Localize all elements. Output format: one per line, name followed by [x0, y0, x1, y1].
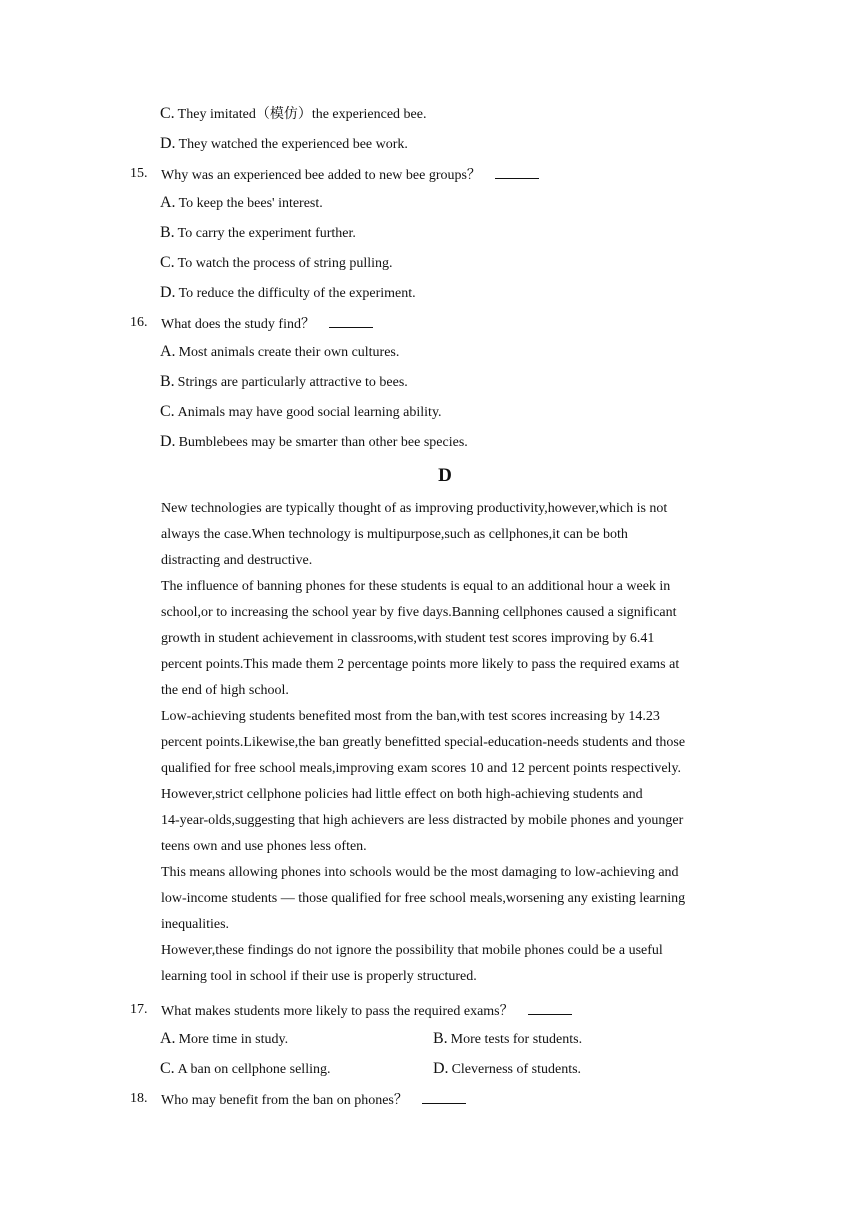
q15-text: Why was an experienced bee added to new bee groups？	[161, 168, 481, 183]
passage-line: the end of high school.	[161, 683, 289, 698]
q14-option-d	[160, 134, 408, 155]
q15-option-b	[160, 223, 356, 244]
answer-blank	[422, 1089, 466, 1104]
option-text: More tests for students.	[450, 1032, 583, 1047]
passage-line: However,strict cellphone policies had little effect on both high-achieving students and	[161, 787, 643, 802]
q15-option-c	[160, 253, 392, 274]
q16-question	[161, 313, 373, 335]
q17-option-c	[160, 1059, 330, 1080]
option-text: To keep the bees' interest.	[178, 196, 323, 211]
passage-line: school,or to increasing the school year by five days.Banning cellphones caused a significant	[161, 605, 677, 620]
option-letter: A.	[160, 194, 176, 211]
passage-line: However,these findings do not ignore the possibility that mobile phones could be a useful	[161, 943, 663, 958]
option-text: Cleverness of students.	[451, 1062, 582, 1077]
passage-line: teens own and use phones less often.	[161, 839, 367, 854]
option-letter: C.	[160, 1060, 175, 1077]
q17-number: 17.	[130, 1002, 148, 1017]
option-letter: D.	[160, 433, 176, 450]
option-letter: D.	[160, 135, 176, 152]
option-letter: C.	[160, 403, 175, 420]
q17-text: What makes students more likely to pass the required exams？	[161, 1004, 514, 1019]
option-letter: B.	[160, 373, 175, 390]
option-letter: D.	[160, 284, 176, 301]
passage-line: percent points.Likewise,the ban greatly benefitted special-education-needs students and those	[161, 735, 686, 750]
option-letter: A.	[160, 1030, 176, 1047]
q14-option-c	[160, 104, 426, 125]
option-text: More time in study.	[178, 1032, 289, 1047]
q17-option-d	[433, 1059, 581, 1080]
q17-question	[161, 1000, 572, 1022]
q15-option-a	[160, 193, 323, 214]
passage-line: New technologies are typically thought of as improving productivity,however,which is not	[161, 501, 668, 516]
q16-number: 16.	[130, 315, 148, 330]
q15-option-d	[160, 283, 416, 304]
option-letter: C.	[160, 254, 175, 271]
q16-option-b	[160, 372, 408, 393]
q17-option-b	[433, 1029, 582, 1050]
option-text: They imitated（模仿）the experienced bee.	[177, 107, 427, 122]
option-text: They watched the experienced bee work.	[178, 137, 408, 152]
q16-option-c	[160, 402, 442, 423]
option-text: To reduce the difficulty of the experiment.	[178, 286, 416, 301]
option-text: Animals may have good social learning ability.	[177, 405, 442, 420]
passage-line: percent points.This made them 2 percentage points more likely to pass the required exams at	[161, 657, 680, 672]
q18-number: 18.	[130, 1091, 148, 1106]
option-text: Strings are particularly attractive to bees.	[177, 375, 408, 390]
option-letter: B.	[433, 1030, 448, 1047]
passage-line: always the case.When technology is multipurpose,such as cellphones,it can be both	[161, 527, 628, 542]
option-text: To carry the experiment further.	[177, 226, 356, 241]
option-text: A ban on cellphone selling.	[177, 1062, 331, 1077]
option-letter: C.	[160, 105, 175, 122]
passage-line: Low-achieving students benefited most from the ban,with test scores increasing by 14.23	[161, 709, 660, 724]
passage	[161, 496, 741, 990]
passage-line: distracting and destructive.	[161, 553, 313, 568]
section-heading: D	[438, 465, 452, 486]
q16-option-a	[160, 342, 399, 363]
option-text: To watch the process of string pulling.	[177, 256, 393, 271]
passage-line: qualified for free school meals,improving exam scores 10 and 12 percent points respectively.	[161, 761, 682, 776]
q18-question	[161, 1089, 466, 1111]
passage-line: inequalities.	[161, 917, 230, 932]
passage-line: The influence of banning phones for these students is equal to an additional hour a week in	[161, 579, 671, 594]
q15-number: 15.	[130, 166, 148, 181]
passage-line: low-income students — those qualified for free school meals,worsening any existing learning	[161, 891, 686, 906]
answer-blank	[495, 164, 539, 179]
q15-question	[161, 164, 539, 186]
option-text: Bumblebees may be smarter than other bee species.	[178, 435, 468, 450]
passage-line: learning tool in school if their use is properly structured.	[161, 969, 477, 984]
passage-line: 14-year-olds,suggesting that high achievers are less distracted by mobile phones and younger	[161, 813, 684, 828]
option-letter: A.	[160, 343, 176, 360]
answer-blank	[329, 313, 373, 328]
q16-text: What does the study find？	[161, 317, 315, 332]
option-letter: D.	[433, 1060, 449, 1077]
option-text: Most animals create their own cultures.	[178, 345, 400, 360]
q17-option-a	[160, 1029, 288, 1050]
q16-option-d	[160, 432, 468, 453]
q18-text: Who may benefit from the ban on phones？	[161, 1093, 408, 1108]
passage-line: This means allowing phones into schools would be the most damaging to low-achieving and	[161, 865, 679, 880]
passage-line: growth in student achievement in classrooms,with student test scores improving by 6.41	[161, 631, 655, 646]
answer-blank	[528, 1000, 572, 1015]
option-letter: B.	[160, 224, 175, 241]
